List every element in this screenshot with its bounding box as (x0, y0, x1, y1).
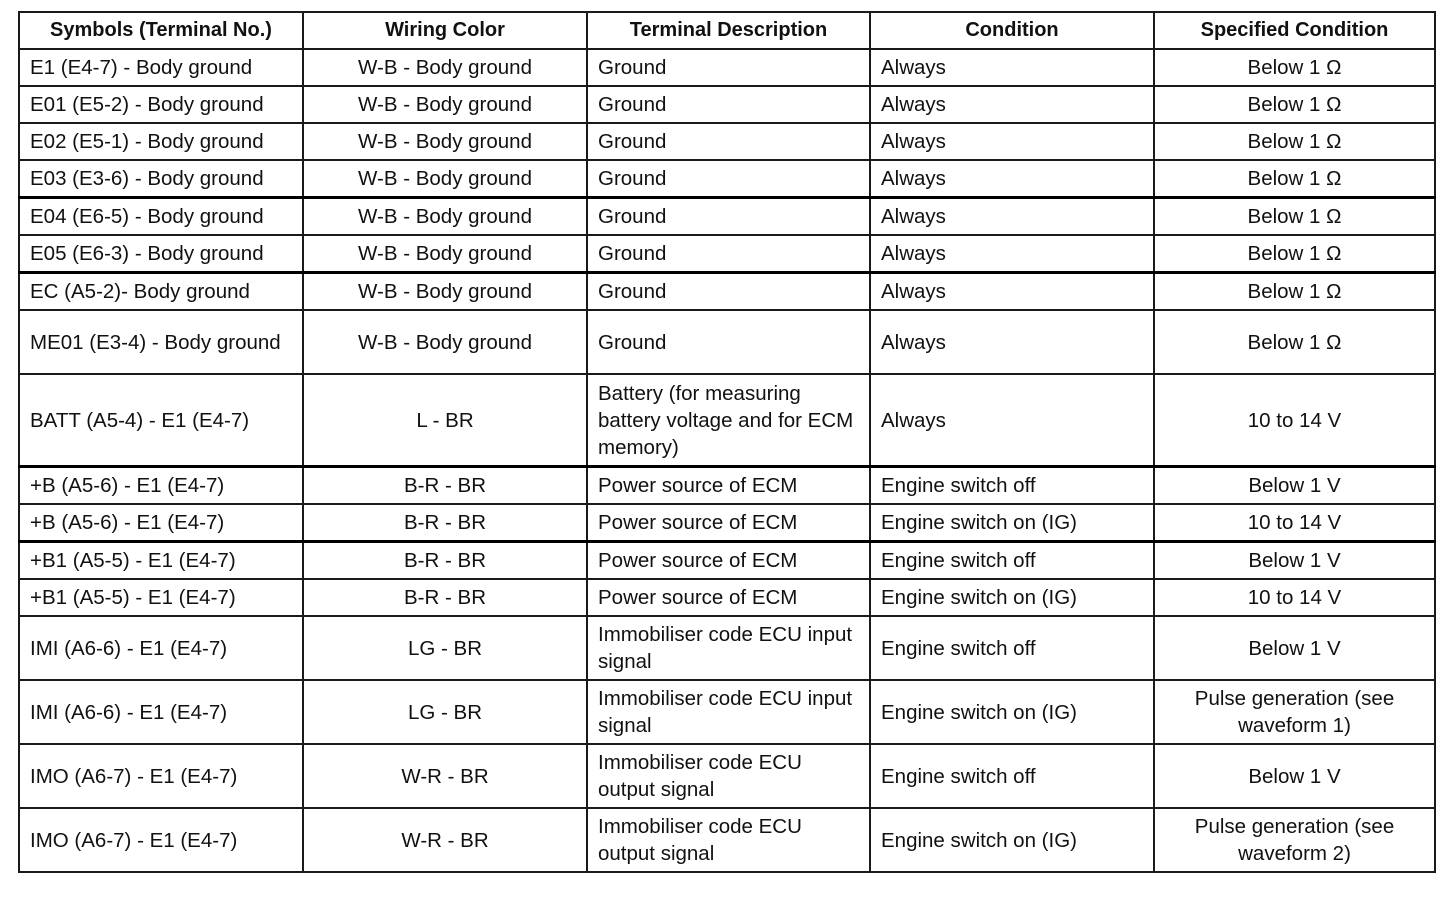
cell-description: Power source of ECM (587, 542, 870, 580)
cell-symbol: +B (A5-6) - E1 (E4-7) (19, 504, 303, 542)
cell-condition: Engine switch off (870, 467, 1154, 505)
cell-spec: Below 1 Ω (1154, 273, 1435, 311)
cell-symbol: IMI (A6-6) - E1 (E4-7) (19, 680, 303, 744)
cell-condition: Always (870, 160, 1154, 198)
table-row (19, 374, 1435, 467)
cell-description: Immobiliser code ECU output signal (587, 744, 870, 808)
cell-spec: Pulse generation (see waveform 1) (1154, 680, 1435, 744)
cell-condition: Engine switch on (IG) (870, 680, 1154, 744)
table-row (19, 160, 1435, 198)
cell-wiring: W-B - Body ground (303, 123, 587, 160)
table-row (19, 235, 1435, 273)
cell-symbol: EC (A5-2)- Body ground (19, 273, 303, 311)
cell-symbol: +B (A5-6) - E1 (E4-7) (19, 467, 303, 505)
cell-spec: Below 1 Ω (1154, 235, 1435, 273)
cell-condition: Always (870, 235, 1154, 273)
cell-spec: Below 1 Ω (1154, 198, 1435, 236)
cell-symbol: E01 (E5-2) - Body ground (19, 86, 303, 123)
cell-spec: Pulse generation (see waveform 2) (1154, 808, 1435, 872)
cell-wiring: L - BR (303, 374, 587, 467)
cell-symbol: IMI (A6-6) - E1 (E4-7) (19, 616, 303, 680)
cell-wiring: W-B - Body ground (303, 86, 587, 123)
cell-description: Ground (587, 235, 870, 273)
cell-symbol: E05 (E6-3) - Body ground (19, 235, 303, 273)
cell-wiring: B-R - BR (303, 579, 587, 616)
cell-symbol: +B1 (A5-5) - E1 (E4-7) (19, 579, 303, 616)
terminal-spec-table (18, 11, 1436, 873)
table-row (19, 198, 1435, 236)
cell-wiring: W-B - Body ground (303, 310, 587, 374)
cell-spec: 10 to 14 V (1154, 374, 1435, 467)
cell-symbol: IMO (A6-7) - E1 (E4-7) (19, 808, 303, 872)
table-row (19, 616, 1435, 680)
header-symbols: Symbols (Terminal No.) (19, 12, 303, 49)
cell-description: Power source of ECM (587, 504, 870, 542)
header-wiring-color: Wiring Color (303, 12, 587, 49)
cell-spec: Below 1 Ω (1154, 86, 1435, 123)
cell-condition: Engine switch off (870, 542, 1154, 580)
cell-wiring: B-R - BR (303, 504, 587, 542)
cell-condition: Always (870, 310, 1154, 374)
cell-description: Ground (587, 160, 870, 198)
table-row (19, 86, 1435, 123)
cell-condition: Always (870, 374, 1154, 467)
cell-spec: Below 1 V (1154, 542, 1435, 580)
cell-condition: Engine switch off (870, 616, 1154, 680)
cell-symbol: E03 (E3-6) - Body ground (19, 160, 303, 198)
cell-condition: Engine switch on (IG) (870, 579, 1154, 616)
cell-description: Immobiliser code ECU output signal (587, 808, 870, 872)
cell-description: Power source of ECM (587, 467, 870, 505)
cell-spec: Below 1 V (1154, 467, 1435, 505)
cell-condition: Always (870, 123, 1154, 160)
cell-wiring: LG - BR (303, 680, 587, 744)
cell-description: Power source of ECM (587, 579, 870, 616)
cell-wiring: W-B - Body ground (303, 160, 587, 198)
cell-description: Ground (587, 310, 870, 374)
cell-spec: Below 1 Ω (1154, 160, 1435, 198)
cell-description: Ground (587, 273, 870, 311)
cell-spec: 10 to 14 V (1154, 504, 1435, 542)
cell-condition: Engine switch on (IG) (870, 504, 1154, 542)
table-row (19, 744, 1435, 808)
header-condition: Condition (870, 12, 1154, 49)
cell-spec: Below 1 V (1154, 744, 1435, 808)
cell-description: Ground (587, 123, 870, 160)
cell-description: Ground (587, 86, 870, 123)
cell-description: Ground (587, 198, 870, 236)
cell-spec: Below 1 V (1154, 616, 1435, 680)
table-row (19, 273, 1435, 311)
table-row (19, 310, 1435, 374)
table-row (19, 542, 1435, 580)
header-row (19, 12, 1435, 49)
cell-wiring: W-R - BR (303, 744, 587, 808)
cell-spec: Below 1 Ω (1154, 310, 1435, 374)
table-row (19, 808, 1435, 872)
cell-spec: 10 to 14 V (1154, 579, 1435, 616)
cell-wiring: W-B - Body ground (303, 49, 587, 86)
cell-wiring: W-B - Body ground (303, 273, 587, 311)
cell-condition: Always (870, 49, 1154, 86)
cell-condition: Always (870, 198, 1154, 236)
table-row (19, 504, 1435, 542)
cell-symbol: E1 (E4-7) - Body ground (19, 49, 303, 86)
table-row (19, 49, 1435, 86)
cell-description: Immobiliser code ECU input signal (587, 680, 870, 744)
table-row (19, 467, 1435, 505)
cell-condition: Always (870, 86, 1154, 123)
cell-condition: Always (870, 273, 1154, 311)
cell-symbol: BATT (A5-4) - E1 (E4-7) (19, 374, 303, 467)
table-row (19, 680, 1435, 744)
cell-symbol: IMO (A6-7) - E1 (E4-7) (19, 744, 303, 808)
cell-wiring: W-B - Body ground (303, 235, 587, 273)
cell-wiring: B-R - BR (303, 467, 587, 505)
cell-wiring: LG - BR (303, 616, 587, 680)
cell-symbol: +B1 (A5-5) - E1 (E4-7) (19, 542, 303, 580)
header-specified-condition: Specified Condition (1154, 12, 1435, 49)
cell-description: Ground (587, 49, 870, 86)
cell-spec: Below 1 Ω (1154, 49, 1435, 86)
cell-spec: Below 1 Ω (1154, 123, 1435, 160)
header-terminal-description: Terminal Description (587, 12, 870, 49)
cell-wiring: W-R - BR (303, 808, 587, 872)
cell-wiring: B-R - BR (303, 542, 587, 580)
cell-condition: Engine switch off (870, 744, 1154, 808)
cell-wiring: W-B - Body ground (303, 198, 587, 236)
table-row (19, 123, 1435, 160)
table-row (19, 579, 1435, 616)
cell-symbol: E02 (E5-1) - Body ground (19, 123, 303, 160)
cell-condition: Engine switch on (IG) (870, 808, 1154, 872)
cell-symbol: E04 (E6-5) - Body ground (19, 198, 303, 236)
cell-description: Immobiliser code ECU input signal (587, 616, 870, 680)
cell-symbol: ME01 (E3-4) - Body ground (19, 310, 303, 374)
cell-description: Battery (for measuring battery voltage and for ECM memory) (587, 374, 870, 467)
